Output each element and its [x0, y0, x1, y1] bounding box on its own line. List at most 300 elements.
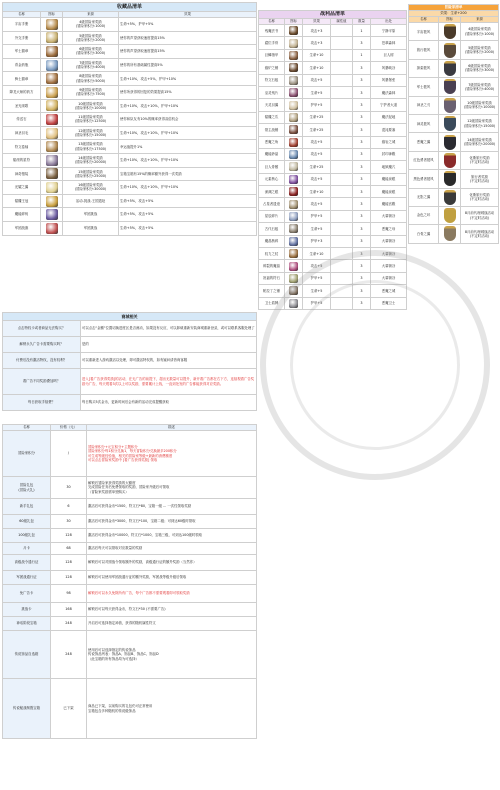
loot-name: 腐烂手骨	[259, 37, 285, 49]
shop-item-price: 68	[51, 543, 87, 555]
loot-source: 魔法泥地	[371, 111, 407, 123]
loot-count: 3	[353, 260, 371, 272]
cape-icon	[444, 43, 456, 58]
loot-icon	[289, 262, 298, 271]
shop-item-name: 冒险礼包 (冒险大礼)	[3, 477, 51, 499]
item-source: 5级冒险家奖励 (冒险家积分:2000)	[63, 31, 119, 45]
item-effect: 使你的所有基础属性提高5%	[119, 58, 257, 72]
loot-source: 大幕街谷	[371, 248, 407, 260]
cape-source: 12级冒险家奖励 (冒险家积分:15000)	[461, 114, 499, 132]
cape-icon-cell	[439, 225, 461, 243]
loot-icon	[289, 138, 298, 147]
table-row	[409, 59, 499, 77]
table-row	[259, 49, 407, 61]
table-row	[409, 78, 499, 96]
loot-value	[331, 74, 353, 86]
cape-source: 化斯旅行奖励 (不定时活动)	[461, 188, 499, 206]
table-row	[3, 153, 257, 167]
table-row	[409, 41, 499, 59]
shop-row	[3, 499, 257, 515]
loot-source: 大幕街谷	[371, 235, 407, 247]
item-effect: 生命+10%，攻击+10%，护甲+10%	[119, 99, 257, 113]
shop-item-name: 传说饰品自选箱	[3, 631, 51, 679]
loot-source: 宁静平原	[371, 25, 407, 37]
col-source: 来源	[63, 12, 119, 18]
loot-value	[331, 223, 353, 235]
loot-count: 1	[353, 25, 371, 37]
item-name: 骷颅的星符	[3, 153, 41, 167]
loot-count: 3	[353, 161, 371, 173]
item-icon	[46, 73, 58, 84]
loot-icon-cell	[285, 272, 303, 284]
table-row	[259, 248, 407, 260]
shop-item-name: 军团战通行证	[3, 571, 51, 585]
loot-effect: 生命+10	[303, 62, 331, 74]
shop-row	[3, 543, 257, 555]
loot-name: 卫士盾牌	[259, 297, 285, 309]
loot-icon	[289, 26, 298, 35]
loot-value	[331, 285, 353, 297]
table-row	[3, 167, 257, 181]
loot-icon-cell	[285, 223, 303, 235]
loot-effect: 护甲+5	[303, 272, 331, 284]
cape-icon-cell	[439, 41, 461, 59]
faq-answer: 每日购买5次金币，更新时间后会有新的活动完成提醒获取	[81, 395, 257, 411]
table-row	[409, 114, 499, 132]
loot-icon	[289, 39, 298, 48]
shop-item-name: 免广告卡	[3, 585, 51, 603]
shop-item-name: 传说秘战制胜宝箱	[3, 679, 51, 739]
item-effect: 生命+10%，攻击+10%，护甲+10%	[119, 153, 257, 167]
shop-item-desc: 激活后可获得金币*10000，符文石*1000，宝箱三级，可到达100级时领取	[87, 529, 257, 543]
loot-value	[331, 111, 353, 123]
shop-item-name: 冒险家积分	[3, 431, 51, 477]
table-row	[259, 186, 407, 198]
item-icon-cell	[41, 58, 63, 72]
shop-row	[3, 585, 257, 603]
item-name: 光耀之翼	[3, 181, 41, 195]
shop-item-name: 神话阶段宝箱	[3, 617, 51, 631]
item-icon-cell	[41, 208, 63, 222]
loot-source: 混沌要塞	[371, 124, 407, 136]
cape-name: 宇宙披风	[409, 23, 439, 41]
loot-icon-cell	[285, 37, 303, 49]
item-icon	[46, 60, 58, 71]
loot-count: 3	[353, 124, 371, 136]
battle-title: 战利品清单	[259, 11, 407, 19]
loot-name: 巨人骨骸	[259, 161, 285, 173]
shop-item-name: 新手礼包	[3, 499, 51, 515]
faq-row	[3, 395, 257, 411]
cape-source: 5级冒险家奖励 (冒险家积分:2000)	[461, 41, 499, 59]
faq-table	[2, 312, 257, 411]
loot-source: 风暴峡谷	[371, 62, 407, 74]
item-effect: 宝箱宝箱有15%的概率额外获得一次奖励	[119, 167, 257, 181]
loot-effect: 攻击+5	[303, 148, 331, 160]
loot-icon-cell	[285, 25, 303, 37]
item-effect: 使你的声望获取速度提高15%	[119, 45, 257, 59]
table-row	[259, 235, 407, 247]
item-icon-cell	[41, 85, 63, 99]
col-icon: 图标	[41, 12, 63, 18]
loot-effect: 攻击+5	[303, 198, 331, 210]
cape-name: 白骨之翼	[409, 225, 439, 243]
item-source: 14级冒险家奖励 (冒险家积分:20000)	[63, 153, 119, 167]
col-effect: 效果	[119, 12, 257, 18]
loot-effect: 生命+5	[303, 223, 331, 235]
shop-item-price: 168	[51, 603, 87, 617]
loot-source: 大幕街谷	[371, 260, 407, 272]
loot-count: 3	[353, 62, 371, 74]
loot-value	[331, 235, 353, 247]
loot-value	[331, 86, 353, 98]
item-icon	[46, 209, 58, 220]
loot-icon	[289, 113, 298, 122]
adventurer-title: 冒险家清单	[409, 5, 499, 11]
faq-row	[3, 353, 257, 369]
table-row	[259, 260, 407, 272]
shop-item-desc: 使用后可以选择指定的传说饰品 传说饰品列表：饰品A、饰品B、饰品C、饰品D （此宝箱的所有饰品均为可选择）	[87, 631, 257, 679]
table-row	[409, 133, 499, 151]
cape-icon	[444, 226, 456, 241]
item-source: 13级冒险家奖励 (冒险家积分:17500)	[63, 140, 119, 154]
loot-effect: 生命+5	[303, 86, 331, 98]
shop-item-desc: 激活后可获得金币*3000，符文石*100，宝箱二级；可到达60级时领取	[87, 515, 257, 529]
shop-item-desc: 商品已下架，以前购买的礼包仍可正常使用 宝箱包含多种随机的传说级饰品	[87, 679, 257, 739]
loot-name: 占星者遗迹	[259, 198, 285, 210]
item-effect: 生命+10%，攻击+10%，护甲+10%	[119, 126, 257, 140]
loot-value	[331, 161, 353, 173]
item-name: 军士猫章	[3, 45, 41, 59]
loot-value	[331, 186, 353, 198]
item-icon-cell	[41, 140, 63, 154]
table-row	[259, 285, 407, 297]
shop-row	[3, 603, 257, 617]
table-row	[259, 223, 407, 235]
item-icon-cell	[41, 18, 63, 32]
item-effect: 使你所获得的回复的效果提高15%	[119, 85, 257, 99]
loot-value	[331, 49, 353, 61]
loot-source: 恶魔卫士	[371, 297, 407, 309]
loot-value	[331, 62, 353, 74]
table-row	[409, 170, 499, 188]
cape-icon	[444, 24, 456, 39]
loot-value	[331, 260, 353, 272]
item-icon	[46, 168, 58, 179]
shop-item-name: 高级战令通行证	[3, 555, 51, 571]
loot-count: 3	[353, 99, 371, 111]
loot-value	[331, 136, 353, 148]
table-row	[3, 99, 257, 113]
table-row	[259, 198, 407, 210]
table-row	[259, 86, 407, 98]
loot-effect: 攻击+3	[303, 25, 331, 37]
loot-icon	[289, 274, 298, 283]
cape-name: 无影之翼	[409, 188, 439, 206]
faq-question: 点击特权卡或者商品无法购买？	[3, 321, 81, 337]
item-icon-cell	[41, 153, 63, 167]
loot-count: 3	[353, 86, 371, 98]
table-row	[3, 72, 257, 86]
col-name: 名称	[409, 17, 439, 23]
table-row	[3, 140, 257, 154]
table-row	[3, 18, 257, 32]
shop-item-price: 30	[51, 515, 87, 529]
loot-source: 大幕街谷	[371, 210, 407, 222]
loot-value	[331, 37, 353, 49]
shop-item-price: 已下架	[51, 679, 87, 739]
shop-item-price: 6	[51, 499, 87, 515]
loot-effect: 生命+5	[303, 285, 331, 297]
faq-row	[3, 321, 257, 337]
loot-icon	[289, 237, 298, 246]
item-icon	[46, 155, 58, 166]
col-source: 来源	[461, 17, 499, 23]
table-row	[3, 208, 257, 222]
item-source: 11级冒险家奖励 (冒险家积分:12500)	[63, 113, 119, 127]
cape-name: 金色之环	[409, 206, 439, 224]
item-name: 宇宙手册	[3, 18, 41, 32]
loot-source: 苍翠森林	[371, 37, 407, 49]
loot-source: 地狱魔穴	[371, 161, 407, 173]
item-effect: 使你和队友有10%的概率获得双倍机会	[119, 113, 257, 127]
loot-icon-cell	[285, 285, 303, 297]
table-row	[409, 225, 499, 243]
loot-source: 魔能宫殿	[371, 198, 407, 210]
faq-answer: 可以重新进入游戏激活以处理，即可激活特权的，如有疑问请咨询客服	[81, 353, 257, 369]
table-row	[259, 210, 407, 222]
loot-value	[331, 124, 353, 136]
item-name: 外交手册	[3, 31, 41, 45]
cape-source: 4级冒险家奖励 (冒险家积分:1000)	[461, 23, 499, 41]
shop-item-price: 98	[51, 585, 87, 603]
item-icon-cell	[41, 221, 63, 235]
loot-count: 3	[353, 297, 371, 309]
loot-icon	[289, 200, 298, 209]
item-source: 15级冒险家奖励 (冒险家积分:25000)	[63, 167, 119, 181]
cape-name: 神圣之刃	[409, 96, 439, 114]
shop-item-desc: 解锁后可以永久免除所有广告，每个广告都不需要观看即可领取奖励	[87, 585, 257, 603]
item-icon	[46, 182, 58, 193]
loot-count: 3	[353, 186, 371, 198]
cape-icon	[444, 208, 456, 223]
loot-effect: 攻击+3	[303, 37, 331, 49]
shop-table	[2, 424, 257, 739]
loot-effect: 护甲+5	[303, 297, 331, 309]
item-source: 16级冒险家奖励 (冒险家积分:30000)	[63, 181, 119, 195]
loot-name: 天灵羽翼	[259, 99, 285, 111]
shop-row	[3, 571, 257, 585]
loot-icon-cell	[285, 161, 303, 173]
cape-source: 8月前代理城战活动 (不定时活动)	[461, 206, 499, 224]
loot-icon-cell	[285, 148, 303, 160]
loot-count: 3	[353, 223, 371, 235]
shop-item-name: 挑战卡	[3, 603, 51, 617]
cape-icon-cell	[439, 151, 461, 169]
col-value: 属性值	[331, 19, 353, 25]
shop-item-name: 100级礼包	[3, 529, 51, 543]
cape-source: 14级冒险家奖励 (冒险家积分:20000)	[461, 133, 499, 151]
item-icon-cell	[41, 113, 63, 127]
shop-item-desc: 开启后可选择指定神兽，获得的随机属性符文	[87, 617, 257, 631]
loot-icon-cell	[285, 248, 303, 260]
shop-item-price: /	[51, 431, 87, 477]
item-effect: 生命+10%，攻击+10%，护甲+10%	[119, 181, 257, 195]
item-source: 8级冒险家奖励 (冒险家积分:5000)	[63, 72, 119, 86]
item-name: 骑士猫章	[3, 72, 41, 86]
item-effect: 生命+5%，护甲+5%	[119, 18, 257, 32]
loot-icon	[289, 88, 298, 97]
faq-question: 每日获取手续费？	[3, 395, 81, 411]
loot-source: 宁护者大道	[371, 99, 407, 111]
cape-name: 黑色勇者披风	[409, 170, 439, 188]
col-effect: 效果	[303, 19, 331, 25]
cape-icon	[444, 98, 456, 113]
shop-row	[3, 679, 257, 739]
cape-icon-cell	[439, 188, 461, 206]
shop-item-name: 月卡	[3, 543, 51, 555]
item-name: 军团战旗	[3, 221, 41, 235]
item-icon-cell	[41, 99, 63, 113]
loot-count: 1	[353, 49, 371, 61]
item-effect: 生命+10%，攻击+5%，护甲+10%	[119, 72, 257, 86]
cape-icon-cell	[439, 96, 461, 114]
faq-answer: 进入[看广告获得奖励]的活动，在无广告的前提下，超出无数量可以提升，新开看广告都在右下方，连续观看广告奖励为广告，每天观看3次以上可以奖励，需要累计上线，一直到处发的广告都能获得对应奖励。	[81, 369, 257, 395]
table-row	[259, 136, 407, 148]
shop-item-price: 128	[51, 529, 87, 543]
loot-icon-cell	[285, 86, 303, 98]
loot-value	[331, 297, 353, 309]
item-icon	[46, 141, 58, 152]
item-name: 骷髅王冠	[3, 194, 41, 208]
loot-effect: 生命+10	[303, 248, 331, 260]
item-source: 10级冒险家奖励 (冒险家积分:10000)	[63, 99, 119, 113]
collection-title: 收藏品清单	[3, 3, 257, 12]
cape-name: 神灵披风	[409, 114, 439, 132]
loot-icon	[289, 63, 298, 72]
item-source: 4级冒险家奖励 (冒险家积分:1000)	[63, 18, 119, 32]
shop-row	[3, 617, 257, 631]
col-price: 价格（元）	[51, 425, 87, 431]
table-row	[3, 221, 257, 235]
loot-effect: 护甲+3	[303, 235, 331, 247]
cape-name: 旅行披风	[409, 41, 439, 59]
table-row	[409, 96, 499, 114]
loot-name: 星辰碎片	[259, 210, 285, 222]
item-effect: 生命+5%，攻击+5%	[119, 194, 257, 208]
loot-count: 3	[353, 111, 371, 123]
item-effect: 使你的声望获取速度提高15%	[119, 31, 257, 45]
loot-count: 3	[353, 37, 371, 49]
loot-effect: 攻击+5	[303, 173, 331, 185]
adventurer-subtitle: 效果：生命+200	[409, 11, 499, 17]
cape-icon-cell	[439, 78, 461, 96]
loot-icon	[289, 249, 298, 258]
loot-name: 巨鳞指甲	[259, 49, 285, 61]
col-icon: 图标	[285, 19, 303, 25]
col-count: 数量	[353, 19, 371, 25]
cape-name: 恶魔之翼	[409, 133, 439, 151]
item-name: 传送石	[3, 113, 41, 127]
table-row	[259, 37, 407, 49]
loot-effect: 攻击+5	[303, 260, 331, 272]
cape-source: 化斯旅行奖励 (不定时活动)	[461, 151, 499, 169]
loot-icon-cell	[285, 111, 303, 123]
shop-item-desc: 解锁后冒险家获得奖励的大额度 完成冒险任务后免费领取的奖励，冒险家升级后可领取 （冒险家奖励需单独购买）	[87, 477, 257, 499]
loot-icon	[289, 51, 298, 60]
loot-icon-cell	[285, 210, 303, 222]
table-row	[409, 188, 499, 206]
loot-source: 大幕街谷	[371, 272, 407, 284]
item-name: 圣光颂歌	[3, 99, 41, 113]
collection-table	[2, 2, 257, 236]
shop-row	[3, 631, 257, 679]
faq-answer: 可以点击"金额"位置切换进度区是否流动，如果没有反应，可以卸载重新安装商城重新登录，或可以联系客服处理了	[81, 321, 257, 337]
faq-title: 商城相关	[3, 313, 257, 321]
loot-icon	[289, 76, 298, 85]
table-row	[3, 85, 257, 99]
item-name: 神奇猎装	[3, 167, 41, 181]
loot-value	[331, 148, 353, 160]
table-row	[259, 161, 407, 173]
loot-value	[331, 25, 353, 37]
loot-value	[331, 198, 353, 210]
loot-icon	[289, 175, 298, 184]
loot-name: 领主战锤	[259, 124, 285, 136]
loot-count: 3	[353, 248, 371, 260]
cape-name: 探索披风	[409, 59, 439, 77]
loot-value	[331, 173, 353, 185]
faq-answer: 是的	[81, 337, 257, 353]
cape-icon	[444, 153, 456, 168]
loot-source: 熔岩之城	[371, 136, 407, 148]
item-icon	[46, 114, 58, 125]
item-source: 7级冒险家奖励 (冒险家积分:4000)	[63, 58, 119, 72]
loot-icon-cell	[285, 186, 303, 198]
item-effect: 生命+5%，攻击+5%	[119, 221, 257, 235]
table-row	[3, 194, 257, 208]
loot-effect: 生命+10	[303, 186, 331, 198]
loot-effect: 攻击+5	[303, 136, 331, 148]
loot-value	[331, 99, 353, 111]
loot-effect: 护甲+5	[303, 99, 331, 111]
cape-icon	[444, 190, 456, 205]
loot-icon-cell	[285, 49, 303, 61]
loot-name: 祝福的符石	[259, 272, 285, 284]
item-icon	[46, 100, 58, 111]
cape-source: 7级冒险家奖励 (冒险家积分:4000)	[461, 78, 499, 96]
table-row	[259, 272, 407, 284]
loot-name: 权力之杖	[259, 248, 285, 260]
shop-item-desc: 激活后可获得金币*1500，符文石*80，宝箱一级 ... 一次性领取奖励	[87, 499, 257, 515]
item-icon-cell	[41, 126, 63, 140]
item-icon-cell	[41, 72, 63, 86]
cape-icon	[444, 135, 456, 150]
loot-count: 3	[353, 136, 371, 148]
table-row	[259, 148, 407, 160]
item-icon-cell	[41, 181, 63, 195]
item-icon	[46, 128, 58, 139]
item-source: 12级冒险家奖励 (冒险家积分:15000)	[63, 126, 119, 140]
item-name: 魔能碎钥	[3, 208, 41, 222]
item-source: 军团挑战	[63, 221, 119, 235]
col-name: 名称	[259, 19, 285, 25]
cape-icon-cell	[439, 59, 461, 77]
loot-name: 巫灵残片	[259, 86, 285, 98]
loot-count: 3	[353, 148, 371, 160]
loot-value	[331, 210, 353, 222]
loot-count: 3	[353, 235, 371, 247]
